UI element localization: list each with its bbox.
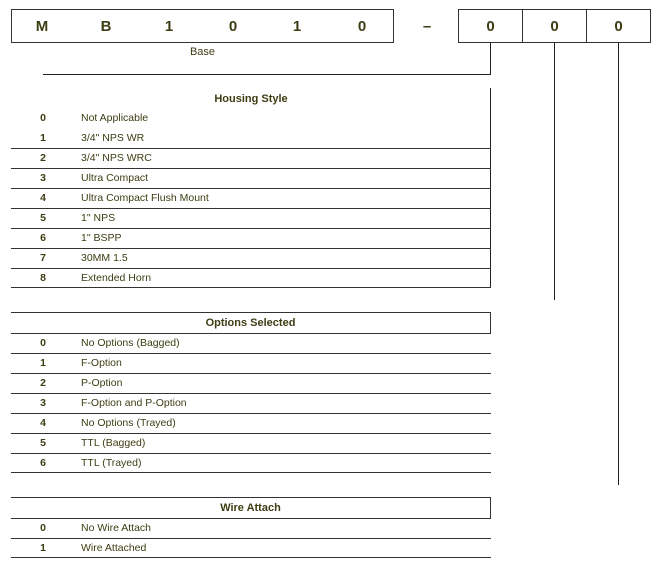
row-label: 3/4" NPS WR — [81, 132, 145, 144]
row-code: 1 — [40, 132, 46, 144]
base-char-6: 0 — [357, 17, 367, 35]
table-row — [11, 128, 491, 148]
row-code: 6 — [40, 457, 46, 469]
option-digit-wire: 0 — [586, 9, 651, 43]
row-code: 3 — [40, 172, 46, 184]
options-selected-table — [11, 312, 491, 473]
row-label: F-Option and P-Option — [81, 397, 187, 409]
table-row — [11, 333, 491, 353]
row-code: 1 — [40, 357, 46, 369]
connector-housing-vertical — [490, 43, 491, 75]
base-char-4: 0 — [228, 17, 238, 35]
row-label: Extended Horn — [81, 272, 152, 284]
row-label: 3/4" NPS WRC — [81, 152, 152, 164]
row-label: No Options (Trayed) — [81, 417, 176, 429]
table-row — [11, 188, 491, 208]
row-code: 0 — [40, 112, 46, 124]
row-label: Wire Attached — [81, 542, 147, 554]
table-row — [11, 433, 491, 453]
table-row — [11, 373, 491, 393]
wire-attach-table — [11, 497, 491, 559]
connector-options-vertical — [554, 43, 555, 300]
base-char-1: M — [35, 17, 49, 35]
table-row — [11, 208, 491, 228]
table-row — [11, 248, 491, 268]
housing-style-table — [11, 88, 491, 288]
table-row — [11, 108, 491, 128]
row-label: No Wire Attach — [81, 522, 152, 534]
row-label: 1" BSPP — [81, 232, 122, 244]
housing-style-title: Housing Style — [214, 93, 288, 105]
base-char-2: B — [100, 17, 112, 35]
row-label: 1" NPS — [81, 212, 116, 224]
wire-attach-title: Wire Attach — [11, 497, 491, 518]
row-code: 2 — [40, 377, 46, 389]
connector-housing-horizontal — [43, 74, 491, 75]
row-code: 5 — [40, 437, 46, 449]
base-char-3: 1 — [164, 17, 174, 35]
row-label: F-Option — [81, 357, 122, 369]
table-row — [11, 518, 491, 538]
row-label: TTL (Bagged) — [81, 437, 146, 449]
row-code: 7 — [40, 252, 46, 264]
table-row — [11, 228, 491, 248]
row-code: 1 — [40, 542, 46, 554]
row-label: TTL (Trayed) — [81, 457, 142, 469]
row-code: 8 — [40, 272, 46, 284]
base-label: Base — [189, 46, 216, 58]
connector-wire-vertical — [618, 43, 619, 485]
row-code: 2 — [40, 152, 46, 164]
row-code: 3 — [40, 397, 46, 409]
option-digit-options: 0 — [522, 9, 587, 43]
table-row — [11, 148, 491, 168]
options-selected-title: Options Selected — [11, 312, 491, 333]
option-digit-housing: 0 — [458, 9, 523, 43]
row-code: 6 — [40, 232, 46, 244]
row-label: Ultra Compact Flush Mount — [81, 192, 209, 204]
table-row — [11, 168, 491, 188]
table-row — [11, 538, 491, 558]
table-row — [11, 393, 491, 413]
table-row — [11, 413, 491, 433]
row-label: Ultra Compact — [81, 172, 149, 184]
table-row — [11, 268, 491, 288]
table-row — [11, 353, 491, 373]
part-number-base — [11, 9, 394, 43]
row-code: 0 — [40, 522, 46, 534]
row-label: Not Applicable — [81, 112, 149, 124]
part-number-separator: – — [422, 17, 432, 35]
base-char-5: 1 — [292, 17, 302, 35]
row-code: 4 — [40, 417, 46, 429]
row-code: 4 — [40, 192, 46, 204]
row-label: P-Option — [81, 377, 123, 389]
row-code: 0 — [40, 337, 46, 349]
row-code: 5 — [40, 212, 46, 224]
row-label: 30MM 1.5 — [81, 252, 128, 264]
table-row — [11, 453, 491, 473]
row-label: No Options (Bagged) — [81, 337, 180, 349]
